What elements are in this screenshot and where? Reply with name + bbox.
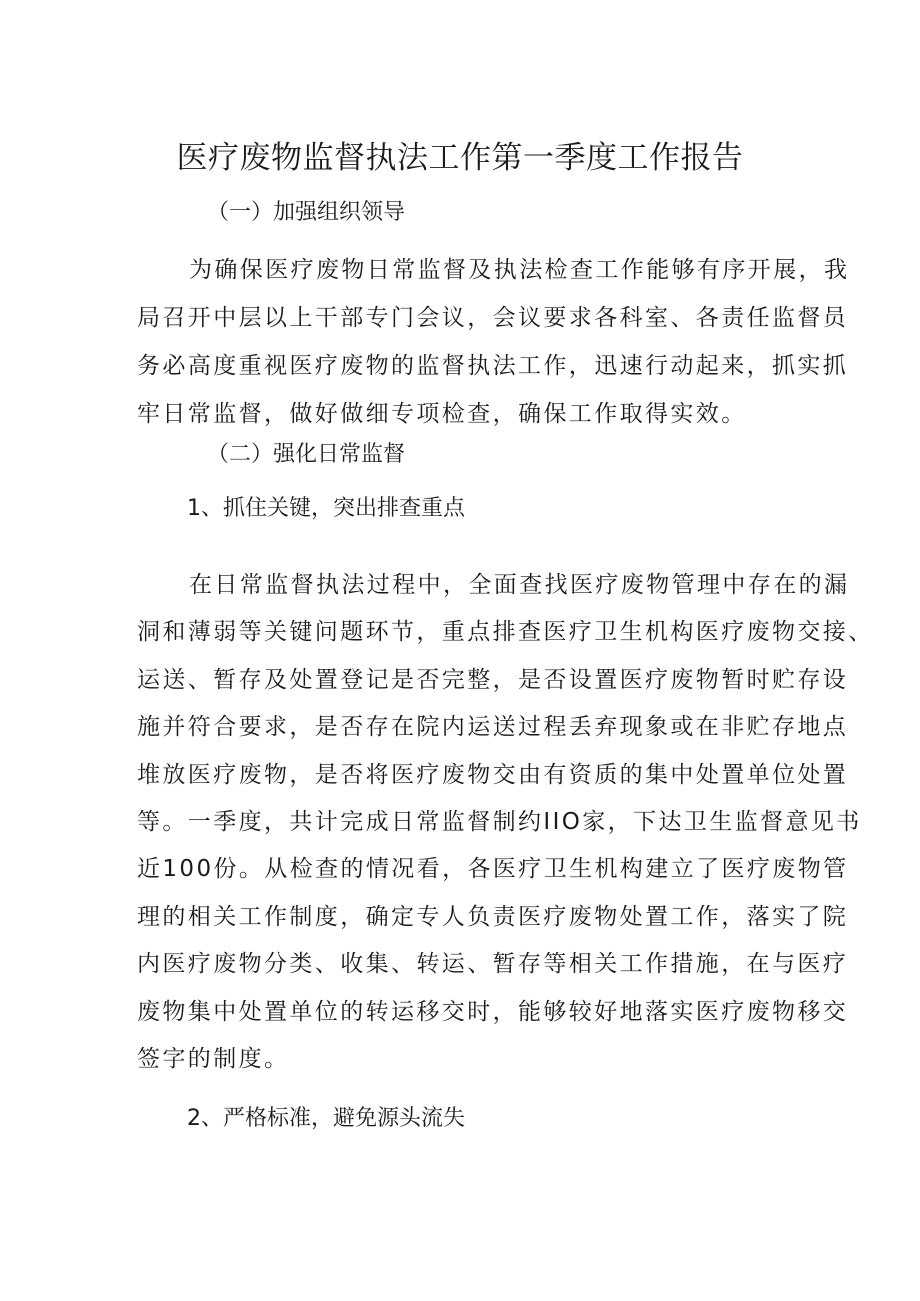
section-1-paragraph [137,246,850,438]
section-1-heading: （一）加强组织领导 [207,200,406,225]
paragraph-line: 为确保医疗废物日常监督及执法检查工作能够有序开展，我 [189,257,850,283]
subsection-1-paragraph [137,562,874,1083]
section-2-heading: （二）强化日常监督 [207,442,406,467]
paragraph-line: 运送、暂存及处置登记是否完整，是否设置医疗废物暂时贮存设 [137,666,849,693]
paragraph-line: 废物集中处置单位的转运移交时，能够较好地落实医疗废物移交 [137,998,849,1025]
paragraph-line: 近100份。从检查的情况看，各医疗卫生机构建立了医疗废物管 [137,856,849,883]
subsection-1-heading: 1、抓住关键，突出排查重点 [187,496,465,521]
paragraph-line: 堆放医疗废物，是否将医疗废物交由有资质的集中处置单位处置 [137,761,849,788]
document-title: 医疗废物监督执法工作第一季度工作报告 [176,140,744,176]
paragraph-line: 签字的制度。 [137,1046,290,1073]
paragraph-line: 牢日常监督，做好做细专项检查，确保工作取得实效。 [137,401,747,427]
paragraph-line: 等。一季度，共计完成日常监督制约IIO家，下达卫生监督意见书 [137,809,862,836]
paragraph-line: 内医疗废物分类、收集、转运、暂存等相关工作措施，在与医疗 [137,951,849,978]
subsection-2-heading: 2、严格标准，避免源头流失 [187,1106,465,1131]
paragraph-line: 理的相关工作制度，确定专人负责医疗废物处置工作，落实了院 [137,903,849,930]
paragraph-line: 洞和薄弱等关键问题环节，重点排查医疗卫生机构医疗废物交接、 [137,619,874,646]
paragraph-line: 在日常监督执法过程中，全面查找医疗废物管理中存在的漏 [189,572,850,598]
paragraph-line: 局召开中层以上干部专门会议，会议要求各科室、各责任监督员 [137,305,849,331]
paragraph-line: 务必高度重视医疗废物的监督执法工作，迅速行动起来，抓实抓 [137,353,849,379]
paragraph-line: 施并符合要求，是否存在院内运送过程丢弃现象或在非贮存地点 [137,714,849,741]
